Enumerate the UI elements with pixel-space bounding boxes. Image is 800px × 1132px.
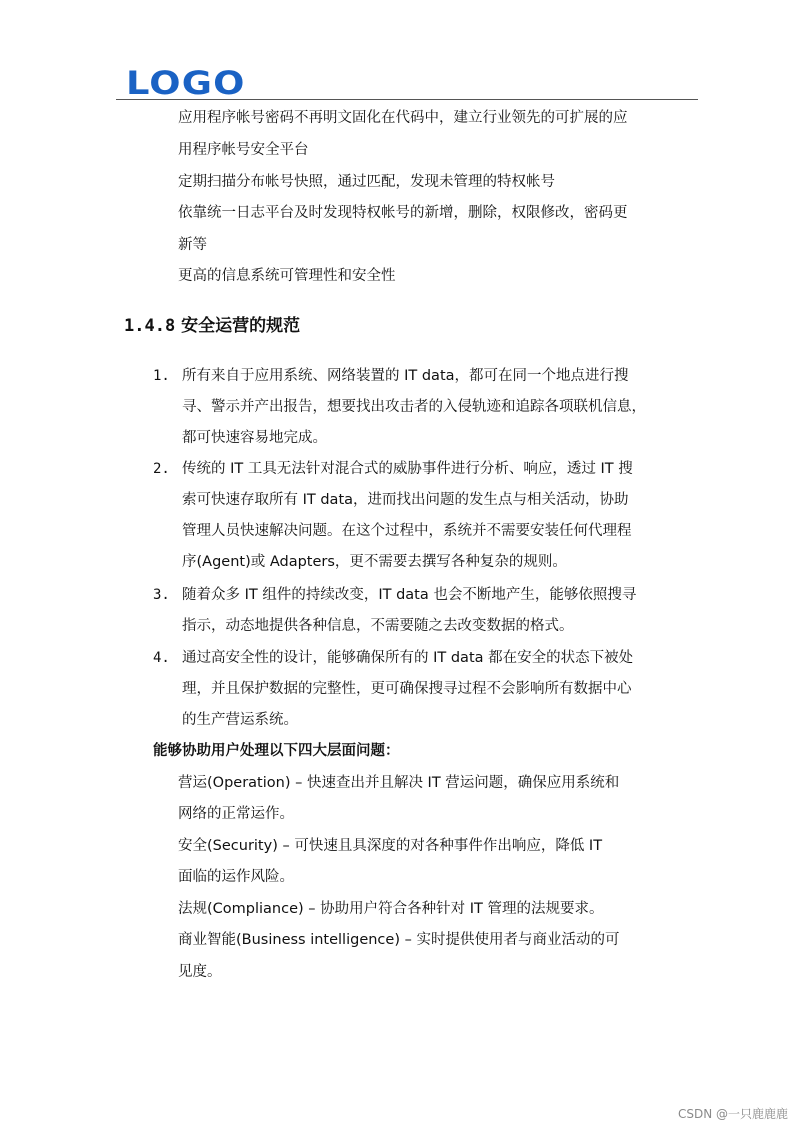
section-number: 1.4.8 — [124, 316, 176, 336]
watermark: CSDN @一只鹿鹿鹿 — [677, 1107, 788, 1121]
aspect-line: 商业智能(Business intelligence) – 实时提供使用者与商业活动的可 — [178, 932, 620, 948]
header-divider — [116, 99, 698, 100]
intro-line: 依靠统一日志平台及时发现特权帐号的新增，删除，权限修改，密码更 — [178, 205, 628, 221]
item-line: 寻、警示并产出报告，想要找出攻击者的入侵轨迹和追踪各项联机信息， — [182, 399, 646, 415]
aspect-line: 网络的正常运作。 — [178, 806, 294, 822]
sub-heading: 能够协助用户处理以下四大层面问题： — [153, 743, 400, 759]
item-line: 传统的 IT 工具无法针对混合式的威胁事件进行分析、响应，透过 IT 搜 — [182, 461, 633, 477]
logo: LOGO — [126, 64, 246, 102]
item-line: 管理人员快速解决问题。在这个过程中，系统并不需要安装任何代理程 — [182, 523, 632, 539]
aspect-line: 见度。 — [178, 964, 222, 980]
intro-line: 应用程序帐号密码不再明文固化在代码中，建立行业领先的可扩展的应 — [178, 110, 628, 126]
intro-line: 更高的信息系统可管理性和安全性 — [178, 268, 396, 284]
section-title: 安全运营的规范 — [181, 316, 301, 336]
intro-line: 用程序帐号安全平台 — [178, 142, 309, 158]
aspect-line: 法规(Compliance) – 协助用户符合各种针对 IT 管理的法规要求。 — [178, 901, 604, 917]
item-line: 指示，动态地提供各种信息，不需要随之去改变数据的格式。 — [182, 618, 574, 634]
item-line: 随着众多 IT 组件的持续改变，IT data 也会不断地产生，能够依照搜寻 — [182, 587, 637, 603]
intro-line: 定期扫描分布帐号快照，通过匹配，发现未管理的特权帐号 — [178, 174, 555, 190]
item-line: 通过高安全性的设计，能够确保所有的 IT data 都在安全的状态下被处 — [182, 650, 634, 666]
item-line: 所有来自于应用系统、网络装置的 IT data，都可在同一个地点进行搜 — [182, 368, 629, 384]
item-number: 2. — [153, 461, 170, 477]
item-line: 都可快速容易地完成。 — [182, 430, 327, 446]
item-line: 理，并且保护数据的完整性，更可确保搜寻过程不会影响所有数据中心 — [182, 681, 632, 697]
intro-line: 新等 — [178, 237, 207, 253]
aspect-line: 营运(Operation) – 快速查出并且解决 IT 营运问题，确保应用系统和 — [178, 775, 620, 791]
item-line: 的生产营运系统。 — [182, 712, 298, 728]
section-heading — [124, 311, 300, 336]
item-number: 3. — [153, 587, 170, 603]
aspect-line: 面临的运作风险。 — [178, 869, 294, 885]
aspect-line: 安全(Security) – 可快速且具深度的对各种事件作出响应，降低 IT — [178, 838, 603, 854]
item-number: 4. — [153, 650, 170, 666]
item-line: 序(Agent)或 Adapters，更不需要去撰写各种复杂的规则。 — [182, 554, 567, 570]
item-line: 索可快速存取所有 IT data，进而找出问题的发生点与相关活动，协助 — [182, 492, 629, 508]
item-number: 1. — [153, 368, 170, 384]
